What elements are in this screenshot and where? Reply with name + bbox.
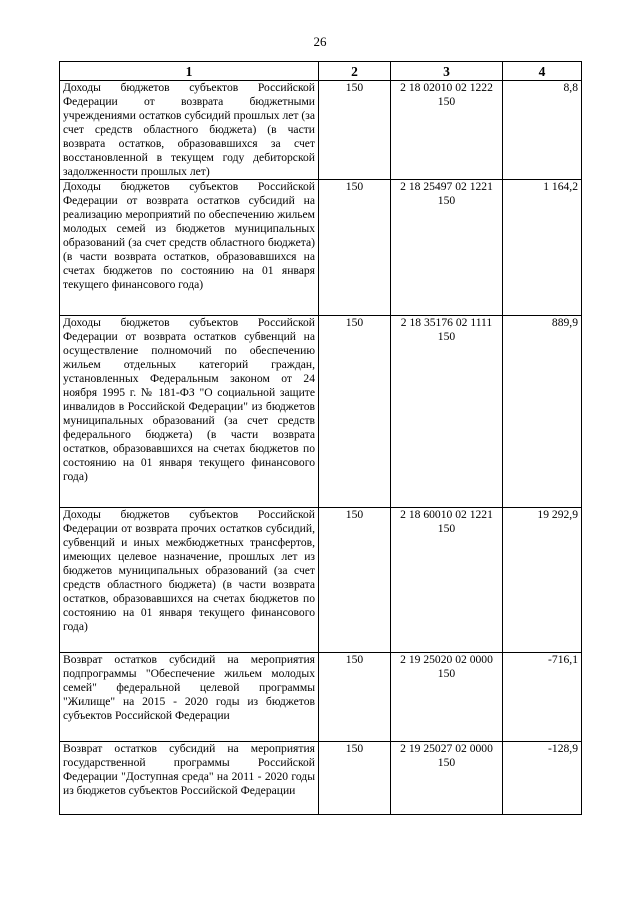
budget-revenue-table (59, 61, 582, 815)
amount-cell: 1 164,2 (503, 180, 582, 316)
budget-classification-code-cell: 2 18 60010 02 1221 150 (391, 508, 503, 653)
revenue-name-cell: Доходы бюджетов субъектов Российской Федерации от возврата остатков субсидий на реализацию мероприятий по обеспечению жильем молодых семей из бюджетов муниципальных образований (за счет средств областного бюджета) (в части возврата остатков, образовавшихся на счетах бюджетов по состоянию на 01 января текущего финансового года) (60, 180, 319, 316)
table-header-row (60, 62, 582, 81)
table-row (60, 742, 582, 815)
budget-classification-code-cell: 2 18 02010 02 1222 150 (391, 81, 503, 180)
amount-cell: 8,8 (503, 81, 582, 180)
amount-cell: 19 292,9 (503, 508, 582, 653)
table-row (60, 508, 582, 653)
amount-cell: -716,1 (503, 653, 582, 742)
column-header-2: 2 (319, 62, 391, 81)
table-row (60, 653, 582, 742)
column-header-3: 3 (391, 62, 503, 81)
revenue-name-cell: Доходы бюджетов субъектов Российской Федерации от возврата прочих остатков субсидий, субвенций и иных межбюджетных трансфертов, имеющих целевое назначение, прошлых лет из бюджетов муниципальных образований (за счет средств областного бюджета) (в части возврата остатков, образовавшихся на счетах бюджетов по состоянию на 01 января текущего финансового года) (60, 508, 319, 653)
revenue-name-cell: Возврат остатков субсидий на мероприятия подпрограммы "Обеспечение жильем молодых семей" федеральной целевой программы "Жилище" на 2015 - 2020 годы из бюджетов субъектов Российской Федерации (60, 653, 319, 742)
column-header-4: 4 (503, 62, 582, 81)
page-number: 26 (313, 34, 327, 49)
budget-classification-code-cell: 2 18 25497 02 1221 150 (391, 180, 503, 316)
code-cell: 150 (319, 742, 391, 815)
budget-classification-code-cell: 2 18 35176 02 1111 150 (391, 316, 503, 508)
code-cell: 150 (319, 316, 391, 508)
table-row (60, 316, 582, 508)
code-cell: 150 (319, 180, 391, 316)
revenue-name-cell: Доходы бюджетов субъектов Российской Федерации от возврата остатков субвенций на осуществление полномочий по обеспечению жильем отдельных категорий граждан, установленных Федеральным законом от 24 ноября 1995 г. № 181-ФЗ "О социальной защите инвалидов в Российской Федерации" из бюджетов муниципальных образований (за счет средств федерального бюджета) (в части возврата остатков, образовавшихся на счетах бюджетов по состоянию на 01 января текущего финансового года) (60, 316, 319, 508)
column-header-1: 1 (60, 62, 319, 81)
budget-classification-code-cell: 2 19 25020 02 0000 150 (391, 653, 503, 742)
code-cell: 150 (319, 653, 391, 742)
code-cell: 150 (319, 508, 391, 653)
revenue-name-cell: Доходы бюджетов субъектов Российской Федерации от возврата бюджетными учреждениями остатков субсидий прошлых лет (за счет средств областного бюджета) (в части возврата остатков, образовавшихся за счет восстановленной в текущем году дебиторской задолженности прошлых лет) (60, 81, 319, 180)
budget-classification-code-cell: 2 19 25027 02 0000 150 (391, 742, 503, 815)
amount-cell: 889,9 (503, 316, 582, 508)
table-row (60, 81, 582, 180)
revenue-name-cell: Возврат остатков субсидий на мероприятия государственной программы Российской Федерации "Доступная среда" на 2011 - 2020 годы из бюджетов субъектов Российской Федерации (60, 742, 319, 815)
amount-cell: -128,9 (503, 742, 582, 815)
table-row (60, 180, 582, 316)
code-cell: 150 (319, 81, 391, 180)
